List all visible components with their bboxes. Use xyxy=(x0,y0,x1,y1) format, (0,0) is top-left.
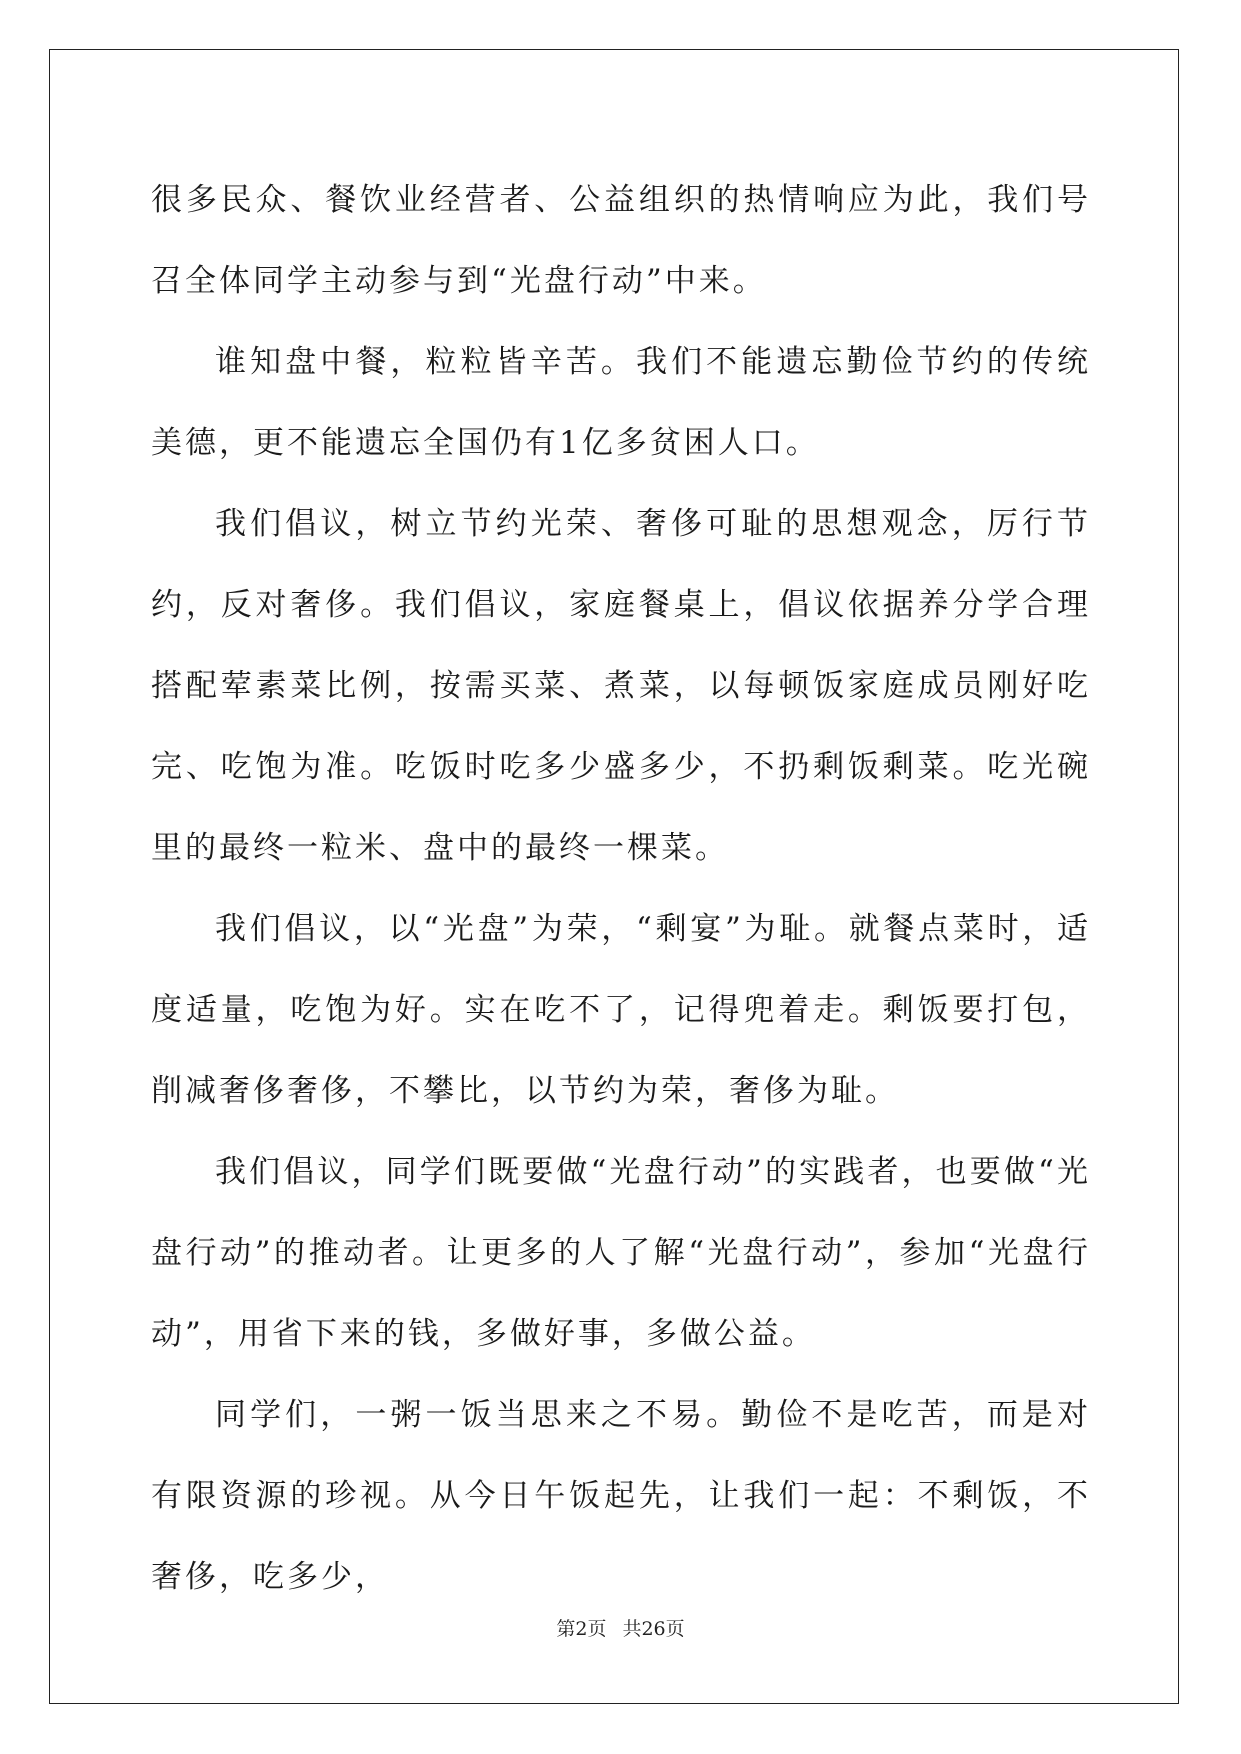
paragraph: 我们倡议，以“光盘”为荣，“剩宴”为耻。就餐点菜时，适度适量，吃饱为好。实在吃不了，记得兜着走。剩饭要打包，削减奢侈奢侈，不攀比，以节约为荣，奢侈为耻。 xyxy=(151,911,1091,1109)
paragraph: 谁知盘中餐，粒粒皆辛苦。我们不能遗忘勤俭节约的传统美德，更不能遗忘全国仍有1亿多贫困人口。 xyxy=(151,344,1091,461)
page-total: 共26页 xyxy=(622,1618,685,1640)
paragraph: 我们倡议，同学们既要做“光盘行动”的实践者，也要做“光盘行动”的推动者。让更多的人了解“光盘行动”，参加“光盘行动”，用省下来的钱，多做好事，多做公益。 xyxy=(151,1154,1091,1352)
page-footer xyxy=(0,1614,1241,1641)
paragraph-continued: 很多民众、餐饮业经营者、公益组织的热情响应为此，我们号召全体同学主动参与到“光盘行动”中来。 xyxy=(151,182,1091,299)
page-number: 第2页 xyxy=(556,1618,607,1640)
document-body xyxy=(151,160,1091,1618)
paragraph: 我们倡议，树立节约光荣、奢侈可耻的思想观念，厉行节约，反对奢侈。我们倡议，家庭餐桌上，倡议依据养分学合理搭配荤素菜比例，按需买菜、煮菜，以每顿饭家庭成员刚好吃完、吃饱为准。吃饭时吃多少盛多少，不扔剩饭剩菜。吃光碗里的最终一粒米、盘中的最终一棵菜。 xyxy=(151,506,1091,866)
paragraph: 同学们，一粥一饭当思来之不易。勤俭不是吃苦，而是对有限资源的珍视。从今日午饭起先，让我们一起：不剩饭，不奢侈，吃多少， xyxy=(151,1397,1091,1595)
